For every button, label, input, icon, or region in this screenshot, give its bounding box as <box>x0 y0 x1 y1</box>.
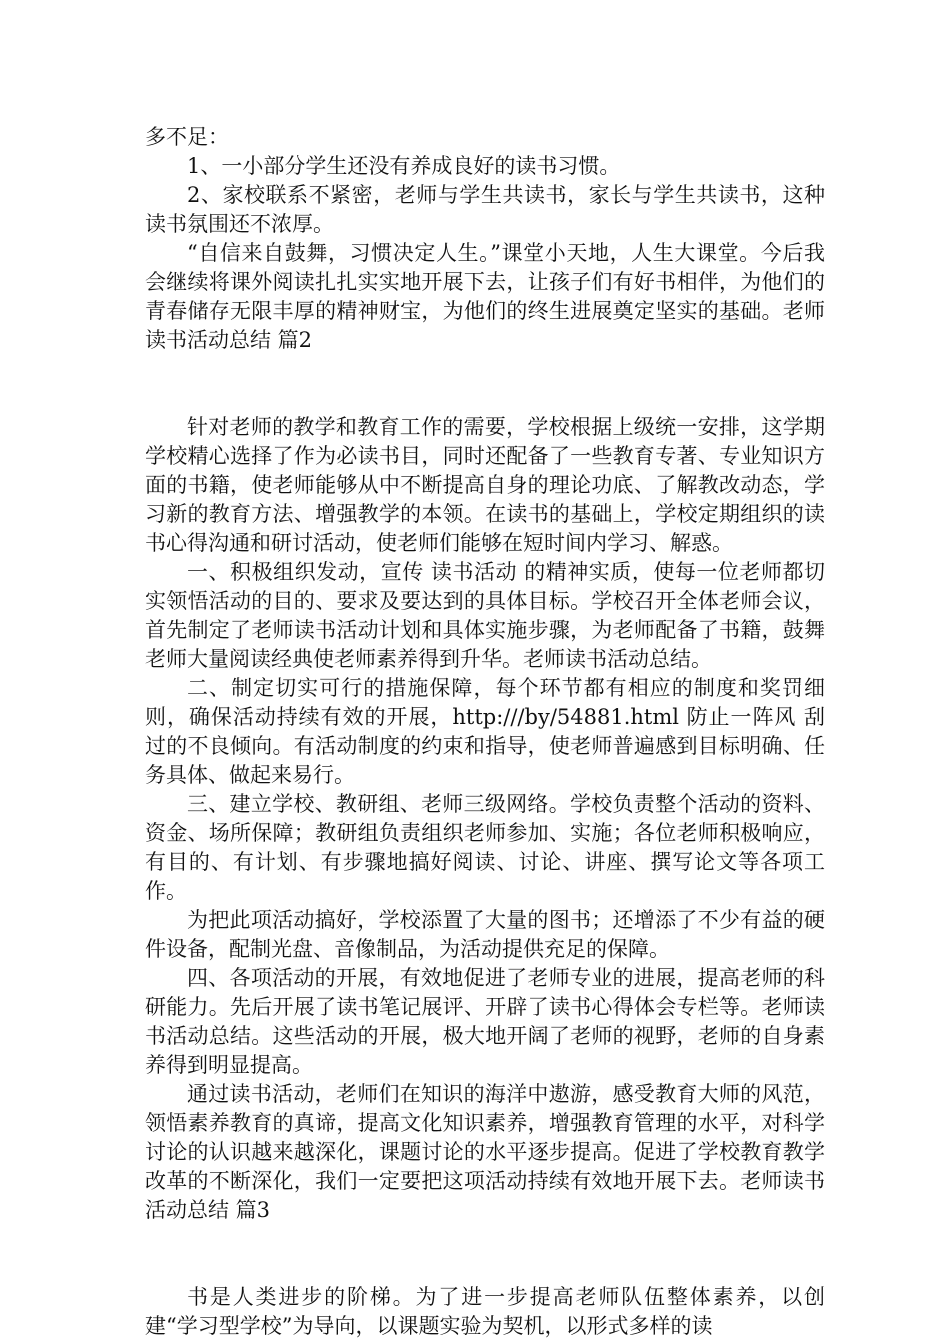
paragraph: 一、积极组织发动，宣传 读书活动 的精神实质，使每一位老师都切实领悟活动的目的、要求及要达到的具体目标。学校召开全体老师会议，首先制定了老师读书活动计划和具体实施步骤，为老师配备了书籍，鼓舞老师大量阅读经典使老师素养得到升华。老师读书活动总结。 <box>145 560 825 671</box>
paragraph: 书是人类进步的阶梯。为了进一步提高老师队伍整体素养，以创建“学习型学校”为导向，以课题实验为契机，以形式多样的读 <box>145 1285 825 1338</box>
paragraph: 四、各项活动的开展，有效地促进了老师专业的进展，提高老师的科研能力。先后开展了读书笔记展评、开辟了读书心得体会专栏等。老师读书活动总结。这些活动的开展，极大地开阔了老师的视野，老师的自身素养得到明显提高。 <box>145 966 825 1077</box>
paragraph: 针对老师的教学和教育工作的需要，学校根据上级统一安排，这学期学校精心选择了作为必读书目，同时还配备了一些教育专著、专业知识方面的书籍，使老师能够从中不断提高自身的理论功底、了解教改动态，学习新的教育方法、增强教学的本领。在读书的基础上，学校定期组织的读书心得沟通和研讨活动，使老师们能够在短时间内学习、解惑。 <box>145 415 825 555</box>
section-gap <box>145 355 825 413</box>
paragraph: 为把此项活动搞好，学校添置了大量的图书；还增添了不少有益的硬件设备，配制光盘、音像制品，为活动提供充足的保障。 <box>145 908 825 961</box>
section-gap <box>145 1225 825 1283</box>
paragraph: “自信来自鼓舞，习惯决定人生。”课堂小天地，人生大课堂。今后我会继续将课外阅读扎扎实实地开展下去，让孩子们有好书相伴，为他们的青春储存无限丰厚的精神财宝，为他们的终生进展奠定坚实的基础。老师读书活动总结 篇2 <box>145 241 825 352</box>
paragraph: 2、家校联系不紧密，老师与学生共读书，家长与学生共读书，这种读书氛围还不浓厚。 <box>145 183 825 236</box>
paragraph: 通过读书活动，老师们在知识的海洋中遨游，感受教育大师的风范，领悟素养教育的真谛，提高文化知识素养，增强教育管理的水平，对科学讨论的认识越来越深化，课题讨论的水平逐步提高。促进了学校教育教学改革的不断深化，我们一定要把这项活动持续有效地开展下去。老师读书活动总结 篇3 <box>145 1082 825 1222</box>
paragraph: 二、制定切实可行的措施保障，每个环节都有相应的制度和奖罚细则，确保活动持续有效的开展，http:///by/54881.html 防止一阵风 刮过的不良倾向。有活动制度的约束和指导，使老师普遍感到目标明确、任务具体、做起来易行。 <box>145 676 825 787</box>
paragraph: 1、一小部分学生还没有养成良好的读书习惯。 <box>187 154 621 178</box>
paragraph: 多不足： <box>145 125 229 149</box>
paragraph: 三、建立学校、教研组、老师三级网络。学校负责整个活动的资料、资金、场所保障；教研组负责组织老师参加、实施；各位老师积极响应，有目的、有计划、有步骤地搞好阅读、讨论、讲座、撰写论文等各项工作。 <box>145 792 825 903</box>
document-body <box>145 123 825 1341</box>
